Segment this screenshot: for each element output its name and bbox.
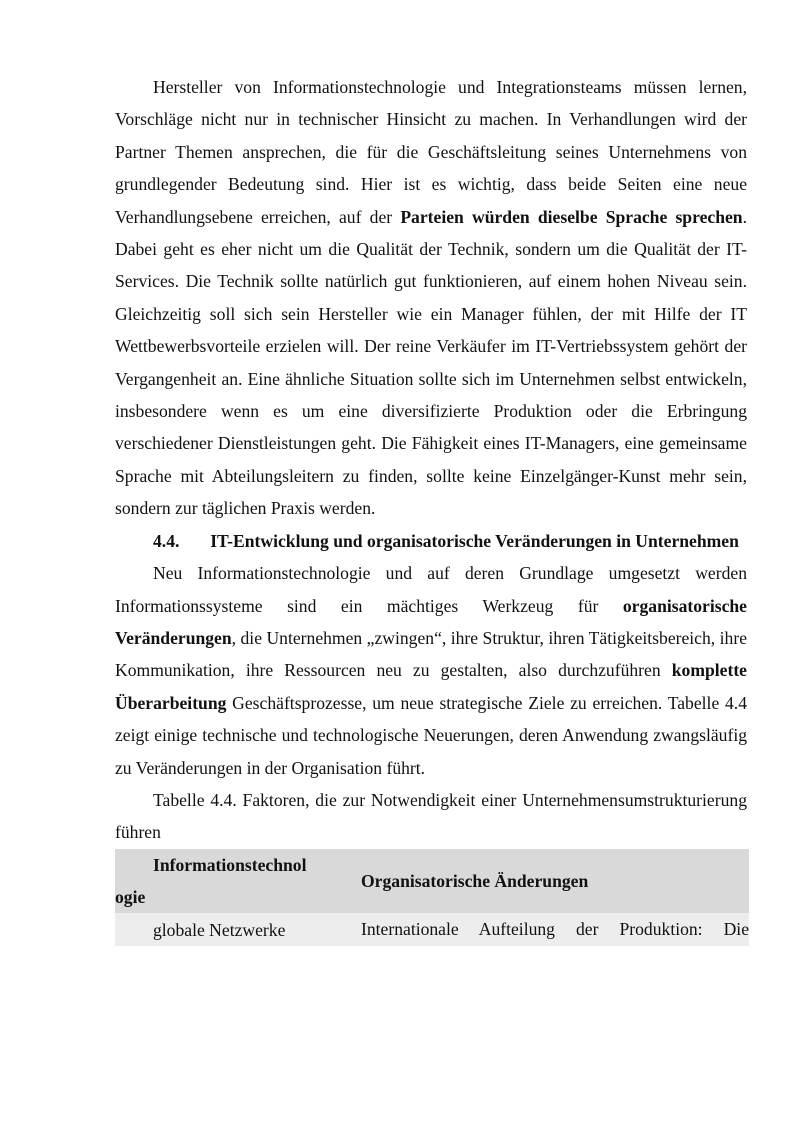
paragraph-text: . Dabei geht es eher nicht um die Qualität der Technik, sondern um die Qualität der IT-Services. Die Technik sollte natürlich gut funktionieren, auf einem hohen Niveau sein. Gleichzeitig soll sich sein Hersteller wie ein Manager fühlen, der mit Hilfe der IT Wettbewerbsvorteile erzielen will. Der reine Verkäufer im IT-Vertriebssystem gehört der Vergangenheit an. Eine ähnliche Situation sollte sich im Unternehmen selbst entwickeln, insbesondere wenn es um eine diversifizierte Produktion oder die Erbringung verschiedener Dienstleistungen geht. Die Fähigkeit eines IT-Managers, eine gemeinsame Sprache mit Abteilungsleitern zu finden, sollte keine Einzelgänger-Kunst mehr sein, sondern zur täglichen Praxis werden. [115, 206, 747, 519]
header-text: Informationstechnol [153, 854, 307, 875]
body-paragraph-2 [115, 557, 747, 784]
page-content [115, 71, 747, 946]
section-title: IT-Entwicklung und organisatorische Veränderungen in Unternehmen [210, 530, 739, 551]
section-number: 4.4. [153, 530, 180, 551]
table-caption: Tabelle 4.4. Faktoren, die zur Notwendigkeit einer Unternehmensumstrukturierung führen [115, 789, 747, 843]
body-paragraph-1 [115, 71, 747, 525]
factors-table [115, 849, 749, 946]
paragraph-text: , die Unternehmen „zwingen“, ihre Struktur, ihren Tätigkeitsbereich, ihre Kommunikation, ihre Ressourcen neu zu gestalten, also durchzuführen [115, 627, 747, 681]
table-header-cell: Organisatorische Änderungen [361, 849, 749, 913]
table-header-row [115, 849, 749, 913]
paragraph-text: Neu Informationstechnologie und auf deren Grundlage umgesetzt werden Informationssysteme sind ein mächtiges Werkzeug für [115, 563, 747, 616]
bold-phrase: organisatorische Veränderungen [115, 595, 747, 648]
paragraph-text: Hersteller von Informationstechnologie und Integrationsteams müssen lernen, Vorschläge nicht nur in technischer Hinsicht zu machen. In Verhandlungen wird der Partner Themen ansprechen, die für die Geschäftsleitung seines Unternehmens von grundlegender Bedeutung sind. Hier ist es wichtig, dass beide Seiten eine neue Verhandlungsebene erreichen, auf der [115, 77, 747, 227]
section-heading [115, 525, 747, 557]
bold-phrase: Parteien würden dieselbe Sprache sprechen [400, 206, 743, 227]
table-cell: Internationale Aufteilung der Produktion: Die [361, 913, 749, 946]
table-cell: globale Netzwerke [115, 913, 361, 946]
paragraph-text: Geschäftsprozesse, um neue strategische Ziele zu erreichen. Tabelle 4.4 zeigt einige technische und technologische Neuerungen, deren Anwendung zwangsläufig zu Veränderungen in der Organisation führt. [115, 692, 747, 778]
table-header-cell [115, 849, 361, 913]
header-text: ogie [115, 886, 146, 907]
bold-phrase: komplette Überarbeitung [115, 660, 747, 713]
table-row [115, 913, 749, 946]
